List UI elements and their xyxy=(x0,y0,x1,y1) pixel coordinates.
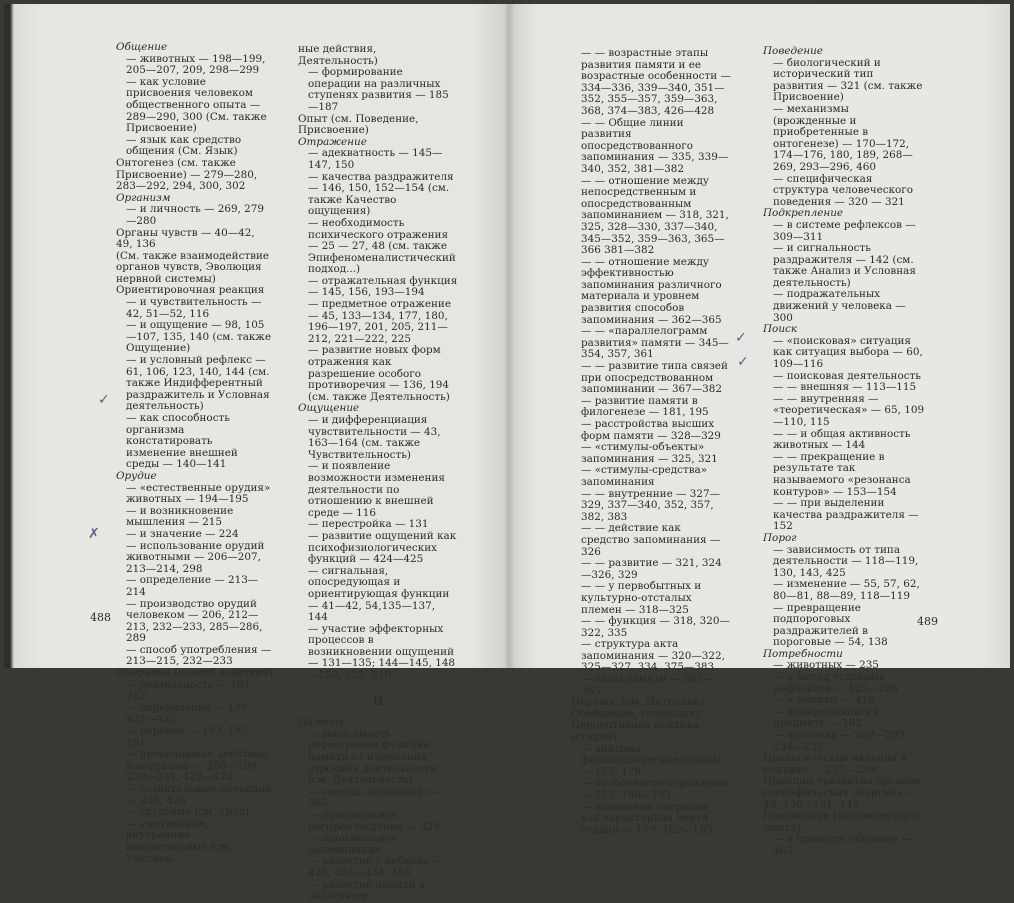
index-entry: — особенности отражения — 177, 180—183 xyxy=(581,777,729,801)
index-entry: — — Общие линии развития опосредствованного запоминания — 335, 339—340, 352, 381—382 xyxy=(581,116,729,175)
index-entry: Ориентировочная реакция xyxy=(116,284,265,297)
left-page-number: 488 xyxy=(90,611,111,624)
index-entry: Органы чувств — 40—42, 49, 136 xyxy=(116,226,255,251)
index-entry: — превращение подпороговых раздражителей в пороговые — 54, 138 xyxy=(773,601,888,649)
left-page-column-1 xyxy=(116,42,274,865)
index-entry: (См. также взаимодействие органов чувств, Эволюция нервной системы) xyxy=(116,249,270,285)
index-entry: — произвольное запоминание xyxy=(308,832,398,856)
index-entry: Поведение xyxy=(763,45,823,57)
index-entry: Ощущение xyxy=(298,402,360,415)
index-entry: — трудовые (см. Труд) xyxy=(126,806,250,819)
index-entry: — и личность — 269, 279—280 xyxy=(126,203,264,227)
index-entry: Потребности xyxy=(763,647,843,660)
index-entry: — — отношение между эффективностью запоминания различного материала и уровнем развития способов запоминания — 362—365 xyxy=(581,255,722,326)
index-entry: — типы памяти — 363—365 xyxy=(581,673,714,697)
index-entry: — анатомо-физиологические основы — 177, 179 xyxy=(581,742,722,778)
index-entry: — — внутренняя — «теоретическая» — 65, 109—110, 115 xyxy=(773,392,925,428)
index-entry: — — возрастные этапы развития памяти и ее возрастные особенности — 334—336, 339—340, 351—352, 355—357, 359—363, 368, 374—383, 426—428 xyxy=(581,47,731,117)
index-entry: — — функция — 318, 320—322, 335 xyxy=(581,615,730,639)
index-entry: Порог xyxy=(763,531,797,544)
index-entry: Пралогические явления в психике — 237—239 xyxy=(763,752,907,776)
index-entry: — превращение действия в операцию — 208—209, 230—231, 422—423 xyxy=(126,748,268,784)
right-page-column-2 xyxy=(763,46,925,858)
index-entry: Перцептивная психика (стадия) xyxy=(571,719,700,744)
index-entry: — — у первобытных и культурно-отсталых племен — 318—325 xyxy=(581,580,702,616)
index-entry: Присвоение (человеческого опыта) xyxy=(763,810,919,834)
index-entry: — — отношение между непосредственным и опосредствованным запоминанием — 318, 321, 325, 328—330, 337—340, 345—352, 359—363, 365—366 381—382 xyxy=(581,174,729,257)
index-entry: — качества раздражителя — 146, 150, 152—154 (см. также Качество ощущения) xyxy=(308,170,454,218)
index-entry: Память xyxy=(298,716,345,729)
index-entry: — развитие памяти в филогенезе — 181, 195 xyxy=(581,394,709,419)
index-entry: — перенос — 183, 185, 191 xyxy=(126,725,252,749)
index-entry: — перестройка — 131 xyxy=(308,518,429,531)
index-entry: — животных — 235 xyxy=(773,659,879,672)
index-entry: — как способность организма констатировать изменение внешней среды — 140—141 xyxy=(126,412,238,471)
index-entry: — и дифференциация чувствительности — 43, 163—164 (см. также Чувствительность) xyxy=(308,414,441,461)
right-page-column-1 xyxy=(571,48,731,836)
index-entry: — адекватность — 145—147, 150 xyxy=(308,147,443,171)
pen-check-mark: ✓ xyxy=(735,330,747,346)
index-entry: — формирование операции на различных ступенях развития — 185—187 xyxy=(308,66,449,113)
index-entry: — способ употребления — 213—215, 232—233 xyxy=(126,643,272,668)
index-entry: — и ощущение — 98, 105—107, 135, 140 (см. также Ощущение) xyxy=(126,319,272,355)
index-entry: — структура акта запоминания — 320—322, 325—327, 334, 375—383 xyxy=(581,638,725,674)
index-entry: — «естественные орудия» животных — 194—195 xyxy=(126,481,271,506)
book-spread xyxy=(4,4,1010,903)
index-entry: — и значение — 224 xyxy=(126,527,239,540)
index-entry: — — внешняя — 113—115 xyxy=(773,381,917,394)
index-entry: — развитие у ребенка — 428, 433—434, 455 xyxy=(308,855,444,879)
index-entry: Онтогенез (см. также Присвоение) — 279—280, 283—292, 294, 300, 302 xyxy=(116,156,258,193)
left-page xyxy=(4,4,509,903)
index-entry: — «стимулы-средства» запоминания xyxy=(581,464,708,488)
index-entry: Отражение xyxy=(298,135,367,148)
index-entry: — — прекращение в результате так называемого «резонанса контуров» — 153—154 xyxy=(773,450,911,498)
index-entry: Опыт (см. Поведение, Присвоение) xyxy=(298,112,419,137)
index-entry: ные действия, Деятельность) xyxy=(298,43,378,67)
index-entry: Общение xyxy=(116,41,168,53)
index-entry: — «поисковая» ситуация как ситуация выбора — 60, 109—116 xyxy=(773,334,923,371)
index-entry: — язык как средство общения (См. Язык) xyxy=(126,133,242,158)
right-page-number: 489 xyxy=(917,615,938,628)
index-entry: — «стимулы-объекты» запоминания — 325, 321 xyxy=(581,441,718,465)
index-entry: — предметное отражение — 45, 133—134, 177, 180, 196—197, 201, 205, 211—212, 221—222, 225 xyxy=(308,298,451,345)
index-entry: — развитие ощущений как психофизиологических функций — 424—425 xyxy=(308,529,457,566)
index-entry: — — «параллелограмм развития» памяти — 345—354, 357, 361 xyxy=(581,325,729,361)
index-entry: — конкретизация в предмете — 162 xyxy=(773,705,880,730)
pen-check-mark: ✓ xyxy=(737,354,749,370)
index-entry: — изменение — 55, 57, 62, 80—81, 88—89, 118—119 xyxy=(773,578,920,602)
index-entry: — деятельность — 191, 212 xyxy=(126,678,254,703)
index-entry: Перенос (см. Интеллект, Обобщение, Операция) xyxy=(571,696,709,720)
index-entry: — необходимость психического отражения — 25 — 27, 48 (см. также Эпифеноменалистический подход...) xyxy=(308,216,456,276)
index-entry: Подкрепление xyxy=(763,207,844,220)
left-page-column-2 xyxy=(298,44,458,903)
index-entry: — определение — 177, 421—422 xyxy=(126,701,252,726)
index-entry: — как условие присвоения человеком общественного опыта — 289—290, 300 (См. также Присвоение) xyxy=(126,75,267,135)
index-entry: — сознательные операции — 233, 426 xyxy=(126,783,273,807)
index-entry: — — развитие — 321, 324—326, 329 xyxy=(581,557,722,581)
index-entry: — отражательная функция — 145, 156, 193—194 xyxy=(308,274,458,299)
index-entry: — поисковая деятельность xyxy=(773,369,921,382)
right-page xyxy=(509,4,1010,857)
index-entry: — сигнальная, опосредующая и ориентирующая функции — 41—42, 54,135—137, 144 xyxy=(308,564,450,624)
index-entry: — и мотивы — 418 xyxy=(773,694,875,707)
pen-check-mark: ✓ xyxy=(98,392,110,408)
index-entry: — — внутренние — 327—329, 337—340, 352, 357, 382, 383 xyxy=(581,487,720,523)
index-entry: — и возникновение мышления — 215 xyxy=(126,504,234,529)
index-entry: — развитие новых форм отражения как разрешение особого противоречия — 136, 194 (см. также Деятельность) xyxy=(308,344,450,403)
index-entry: Операция (способ действия) xyxy=(116,667,274,680)
index-entry: Орудие xyxy=(116,469,157,482)
index-entry: — биологический и исторический тип развития — 321 (см. также Присвоение) xyxy=(773,56,923,104)
index-entry: — зависимость от типа деятельности — 118—119, 130, 143, 425 xyxy=(773,543,919,579)
pen-cross-mark: ✗ xyxy=(88,526,100,542)
index-entry: — и метод условных рефлексов — 125—126 xyxy=(773,671,899,695)
index-entry: — животных — 198—199, 205—207, 209, 298—299 xyxy=(126,52,266,77)
index-entry: — и чувствительность — 42, 51—52, 116 xyxy=(126,296,262,320)
index-entry: — специфическая структура человеческого поведения — 320 — 321 xyxy=(773,172,913,208)
index-entry: — умственные, внутренние мыслительные (см. Умствен- xyxy=(126,817,232,865)
index-entry: — определение — 213—214 xyxy=(126,574,259,598)
index-entry: — использование орудий животными — 206—207, 213—214, 298 xyxy=(126,539,265,575)
index-entry: — — развитие типа связей при опосредствованном запоминании — 367—382 xyxy=(581,360,728,396)
index-entry: — в процессе общения — 463 xyxy=(773,833,913,857)
index-entry: — механизмы (врожденные и приобретенные в онтогенезе) — 170—172, 174—176, 180, 189, 268—269, 293—296, 460 xyxy=(773,102,913,173)
index-entry: — развитие памяти в онтогенезе xyxy=(308,878,425,903)
index-entry: Организм xyxy=(116,191,171,204)
index-entry: — расстройства высших форм памяти — 328—329 xyxy=(581,418,721,442)
index-entry: — и появление возможности изменения деятельности по отношению к внешней среде — 116 xyxy=(308,460,445,519)
index-entry: Поиск xyxy=(763,323,798,336)
index-entry: — «метод попаданий» — 365 xyxy=(308,785,444,810)
index-entry: — появление операций как характерная черта стадии — 179, 182—183 xyxy=(581,800,713,836)
index-entry: — — и общая активность животных — 144 xyxy=(773,427,911,452)
index-entry: — и условный рефлекс — 61, 106, 123, 140, 144 (см. также Индифферентный раздражитель и Условная деятельность) xyxy=(126,354,270,413)
index-entry: — произвольное воспроизведение — 329 xyxy=(308,809,440,833)
index-entry: — человека — 208—209, 234—235 xyxy=(773,729,908,753)
index-section-letter: П xyxy=(372,694,384,708)
index-entry: — — действие как средство запоминания — 326 xyxy=(581,522,721,558)
index-entry: — производство орудий человеком — 206, 212—213, 232—233, 285—286, 289 xyxy=(126,597,263,645)
index-entry: — и сигнальность раздражителя — 142 (см. также Анализ и Условная деятельность) xyxy=(773,242,916,289)
index-entry: — подражательных движений у человека — 300 xyxy=(773,288,906,324)
index-entry: — — при выделении качества раздражителя — 152 xyxy=(773,497,919,533)
index-entry: — участие эффекторных процессов в возникновении ощущений — 131—135; 144—145, 148—150, 155, 310 xyxy=(308,622,456,682)
index-entry: — зависимость перестройки функции памяти от изменения строения деятельности (см. Деятельность) xyxy=(308,727,438,787)
index-entry: Принцип «развития органов специфических энергий» — 49, 130—131, 145 xyxy=(763,775,921,811)
index-entry: — в системе рефлексов — 309—311 xyxy=(773,218,916,243)
